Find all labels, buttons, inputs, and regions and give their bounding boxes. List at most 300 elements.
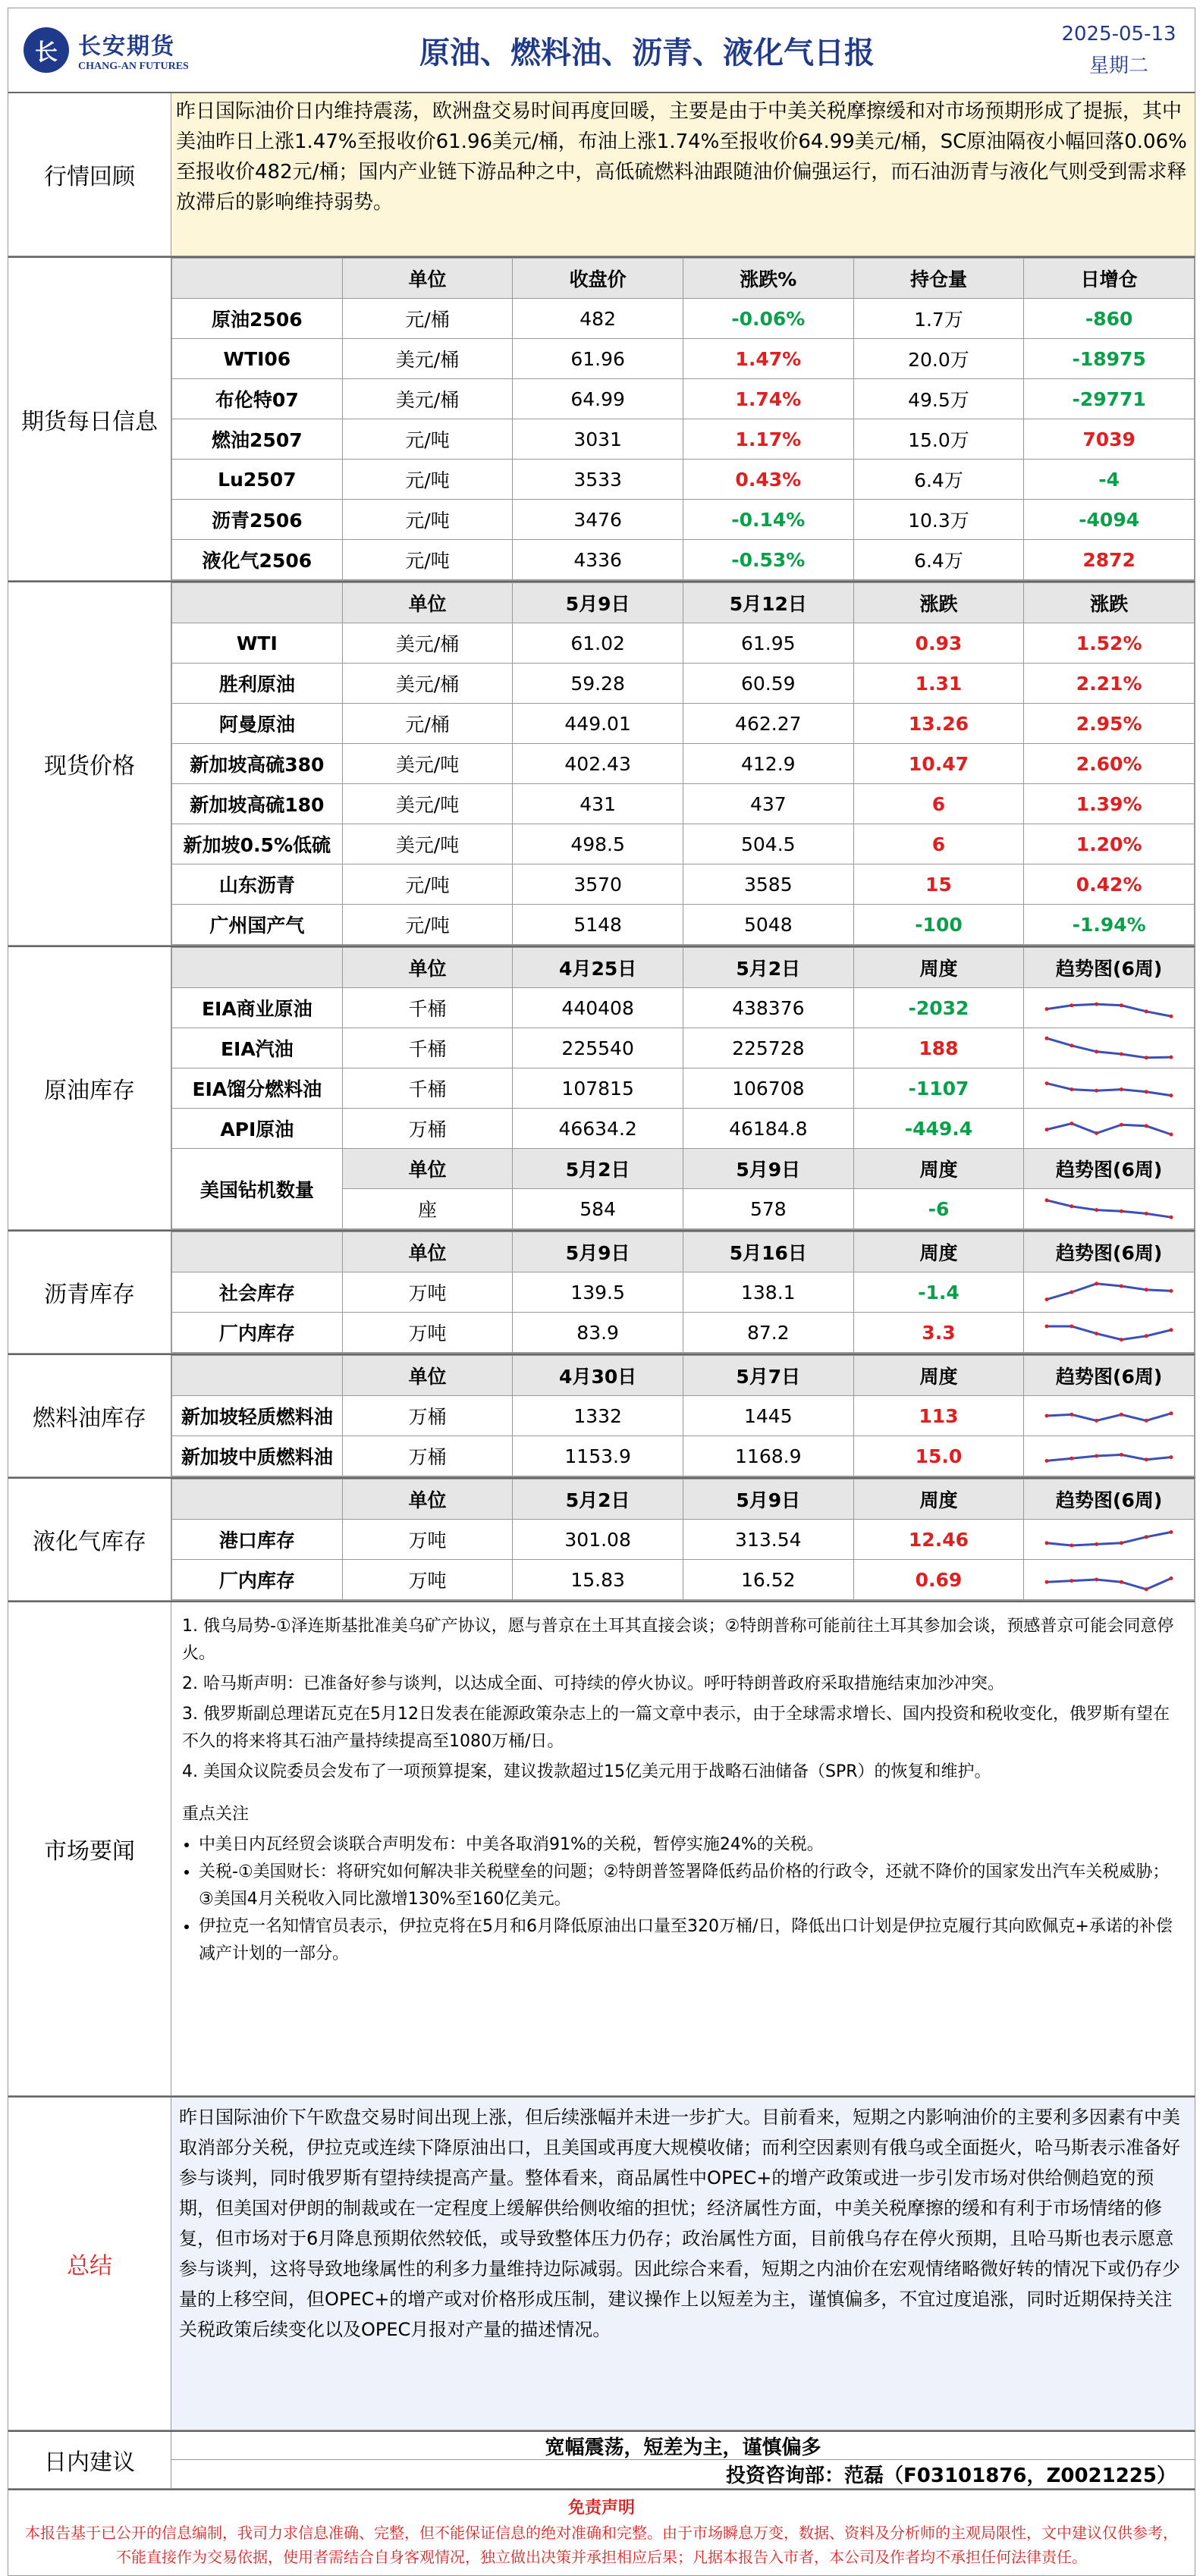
column-header (172, 948, 343, 988)
price-curr: 3585 (683, 864, 853, 905)
sparkline-point (1045, 1325, 1049, 1329)
column-header: 单位 (342, 948, 513, 988)
sparkline-point (1120, 1123, 1123, 1127)
table-row (172, 824, 1195, 864)
sparkline-point (1045, 1081, 1049, 1085)
sparkline-point (1145, 1124, 1148, 1128)
column-header: 美国钻机数量 (172, 1149, 343, 1229)
section-label: 行情回顾 (8, 93, 171, 256)
close-price: 482 (513, 299, 683, 339)
value-prev: 46634.2 (513, 1109, 683, 1149)
change-pct: 0.43% (683, 460, 853, 500)
column-header: 周度 (853, 948, 1024, 988)
product-name: 新加坡高硫180 (172, 784, 343, 824)
report-title: 原油、燃料油、沥青、液化气日报 (419, 35, 875, 71)
open-interest: 15.0万 (853, 419, 1024, 460)
contract-name: 沥青2506 (172, 500, 343, 540)
sparkline-line (1047, 1532, 1171, 1545)
sparkline-point (1170, 1056, 1173, 1059)
advice-section (8, 2430, 1195, 2489)
close-price: 3476 (513, 500, 683, 540)
table-row (172, 339, 1195, 379)
close-price: 3533 (513, 460, 683, 500)
change-pct: 1.17% (683, 419, 853, 460)
close-price: 4336 (513, 540, 683, 580)
sparkline-point (1070, 1003, 1073, 1007)
contract-name: WTI06 (172, 339, 343, 379)
sparkline-line (1047, 1004, 1171, 1016)
sparkline-point (1170, 1133, 1173, 1137)
section-label: 液化气库存 (8, 1479, 171, 1600)
change-pct: 2.95% (1024, 704, 1195, 744)
unit: 元/吨 (342, 905, 513, 945)
column-header (172, 583, 343, 623)
price-curr: 412.9 (683, 744, 853, 784)
product-name: 广州国产气 (172, 905, 343, 945)
table-row (172, 1520, 1195, 1560)
column-header: 5月9日 (683, 1479, 853, 1520)
value-curr: 1168.9 (683, 1436, 853, 1476)
change-pct: 1.39% (1024, 784, 1195, 824)
sparkline-point (1120, 1413, 1123, 1417)
change: 6 (853, 784, 1024, 824)
column-header: 5月16日 (683, 1232, 853, 1272)
company-name-cn: 长安期货 (78, 33, 175, 60)
contract-name: 原油2506 (172, 299, 343, 339)
weekly-change: 113 (853, 1396, 1024, 1436)
unit: 美元/桶 (342, 379, 513, 419)
lpg-inventory-table (171, 1479, 1195, 1600)
open-interest: 20.0万 (853, 339, 1024, 379)
report-weekday: 星期二 (1088, 55, 1148, 77)
column-header: 周度 (853, 1232, 1024, 1272)
column-header: 趋势图(6周) (1024, 1356, 1195, 1396)
spot-section (8, 581, 1195, 946)
sparkline-point (1170, 1093, 1173, 1097)
open-interest: 6.4万 (853, 540, 1024, 580)
sparkline-point (1120, 1338, 1123, 1341)
price-prev: 431 (513, 784, 683, 824)
table-row (172, 460, 1195, 500)
change: 1.31 (853, 664, 1024, 704)
column-header: 涨跌 (853, 583, 1024, 623)
price-prev: 498.5 (513, 824, 683, 864)
sparkline-line (1047, 1038, 1171, 1058)
column-header (172, 1232, 343, 1272)
table-row (172, 1313, 1195, 1353)
open-interest: 49.5万 (853, 379, 1024, 419)
sparkline-point (1045, 1459, 1049, 1463)
asphalt-inventory-table (171, 1232, 1195, 1353)
item-name: EIA馏分燃料油 (172, 1068, 343, 1109)
news-item: 2. 哈马斯声明：已准备好参与谈判，以达成全面、可持续的停火协议。呼吁特朗普政府采取措施结束加沙冲突。 (182, 1674, 1004, 1693)
column-header: 单位 (342, 259, 513, 299)
unit: 千桶 (342, 1028, 513, 1068)
value-prev: 301.08 (513, 1520, 683, 1560)
column-header: 周度 (853, 1479, 1024, 1520)
trend-chart (1024, 1109, 1195, 1149)
column-header: 5月2日 (513, 1149, 683, 1189)
change-pct: 1.47% (683, 339, 853, 379)
sparkline (1041, 1524, 1177, 1555)
price-prev: 61.02 (513, 623, 683, 664)
sparkline-point (1145, 1090, 1148, 1093)
sparkline-point (1120, 1053, 1123, 1056)
daily-oi-change: -29771 (1024, 379, 1195, 419)
contract-name: 燃油2507 (172, 419, 343, 460)
futures-table (171, 258, 1195, 580)
sparkline-point (1070, 1413, 1073, 1417)
column-header: 单位 (342, 1149, 513, 1189)
price-prev: 402.43 (513, 744, 683, 784)
value-prev: 225540 (513, 1028, 683, 1068)
weekly-change: -2032 (853, 988, 1024, 1028)
focus-item: • 伊拉克一名知情官员表示，伊拉克将在5月和6月降低原油出口量至320万桶/日，降低出口计划是伊拉克履行其向欧佩克+承诺的补偿减产计划的一部分。 (199, 1913, 1184, 1968)
column-header (172, 259, 343, 299)
section-label: 现货价格 (8, 582, 171, 945)
market-news-body (171, 1602, 1195, 2095)
unit: 美元/桶 (342, 339, 513, 379)
market-review-text: 昨日国际油价日内维持震荡，欧洲盘交易时间再度回暖，主要是由于中美关税摩擦缓和对市场预期形成了提振，其中美油昨日上涨1.47%至报收价61.96美元/桶，布油上涨1.74%至报收价64.99美元/桶，SC原油隔夜小幅回落0.06%至报收价482元/桶；国内产业链下游品种之中，高低硫燃料油跟随油价偏强运行，而石油沥青与液化气则受到需求释放滞后的影响维持弱势。 (171, 93, 1195, 256)
change: 15 (853, 864, 1024, 905)
close-price: 64.99 (513, 379, 683, 419)
product-name: 新加坡高硫380 (172, 744, 343, 784)
unit: 元/吨 (342, 419, 513, 460)
asphalt-inventory-section (8, 1230, 1195, 1354)
trend-chart (1024, 1028, 1195, 1068)
column-header: 周度 (853, 1356, 1024, 1396)
table-row (172, 540, 1195, 580)
change-pct: 0.42% (1024, 864, 1195, 905)
column-header: 4月25日 (513, 948, 683, 988)
weekly-change: -1.4 (853, 1272, 1024, 1313)
unit: 美元/吨 (342, 784, 513, 824)
change: 10.47 (853, 744, 1024, 784)
column-header: 涨跌 (1024, 583, 1195, 623)
column-header: 5月2日 (513, 1479, 683, 1520)
column-header: 5月9日 (513, 1232, 683, 1272)
column-header: 5月12日 (683, 583, 853, 623)
contract-name: 布伦特07 (172, 379, 343, 419)
value-curr: 106708 (683, 1068, 853, 1109)
column-header: 5月7日 (683, 1356, 853, 1396)
change-pct: -0.53% (683, 540, 853, 580)
company-logo (8, 27, 251, 73)
change-pct: -0.06% (683, 299, 853, 339)
sparkline-line (1047, 1084, 1171, 1096)
value-curr: 87.2 (683, 1313, 853, 1353)
value-prev: 83.9 (513, 1313, 683, 1353)
company-logo-icon: 长 (24, 27, 69, 73)
change-pct: -1.94% (1024, 905, 1195, 945)
sparkline-line (1047, 1454, 1171, 1461)
contract-name: 液化气2506 (172, 540, 343, 580)
advice-text: 宽幅震荡，短差为主，谨慎偏多 (171, 2432, 1195, 2460)
summary-text: 昨日国际油价下午欧盘交易时间出现上涨，但后续涨幅并未进一步扩大。目前看来，短期之内影响油价的主要利多因素有中美取消部分关税，伊拉克或连续下降原油出口，且美国或再度大规模收储；而利空因素则有俄乌或全面挺火，哈马斯表示准备好参与谈判，同时俄罗斯有望持续提高产量。整体看来，商品属性中OPEC+的增产政策或进一步引发市场对供给侧趋宽的预期，但美国对伊朗的制裁或在一定程度上缓解供给侧收缩的担忧；经济属性方面，中美关税摩擦的缓和有利于市场情绪的修复，但市场对于6月降息预期依然较低，或导致整体压力仍存；政治属性方面，目前俄乌存在停火预期，且哈马斯也表示愿意参与谈判，这将导致地缘属性的利多力量维持边际减弱。因此综合来看，短期之内油价在宏观情绪略微好转的情况下或仍存少量的上移空间，但OPEC+的增产或对价格形成压制，建议操作上以短差为主，谨慎偏多，不宜过度追涨，同时近期保持关注关税政策后续变化以及OPEC月报对产量的描述情况。 (171, 2098, 1195, 2430)
sparkline-point (1145, 1419, 1148, 1423)
table-row (172, 623, 1195, 664)
change-pct: 1.74% (683, 379, 853, 419)
sparkline-point (1070, 1043, 1073, 1047)
market-news-section (8, 1601, 1195, 2096)
table-header-row (172, 1232, 1195, 1272)
sparkline-point (1070, 1457, 1073, 1461)
sparkline (1041, 1113, 1177, 1144)
sparkline-point (1170, 1328, 1173, 1332)
daily-oi-change: -860 (1024, 299, 1195, 339)
unit: 万吨 (342, 1313, 513, 1353)
sparkline-point (1070, 1291, 1073, 1294)
price-curr: 462.27 (683, 704, 853, 744)
value-prev: 440408 (513, 988, 683, 1028)
sparkline-point (1095, 1542, 1098, 1546)
price-prev: 59.28 (513, 664, 683, 704)
report-date-box (1043, 18, 1195, 82)
sparkline-point (1045, 1414, 1049, 1418)
sparkline-line (1047, 1326, 1171, 1340)
table-header-row (172, 948, 1195, 988)
sparkline-point (1120, 1210, 1123, 1213)
trend-chart (1024, 1313, 1195, 1353)
sparkline (1041, 1317, 1177, 1348)
sparkline-point (1145, 1334, 1148, 1338)
sparkline-point (1045, 1541, 1049, 1545)
value-curr: 46184.8 (683, 1109, 853, 1149)
unit: 万桶 (342, 1396, 513, 1436)
unit: 千桶 (342, 1068, 513, 1109)
item-name: 新加坡轻质燃料油 (172, 1396, 343, 1436)
market-review-section (8, 92, 1195, 256)
section-label: 原油库存 (8, 947, 171, 1229)
change: 13.26 (853, 704, 1024, 744)
table-row (172, 1028, 1195, 1068)
table-row (172, 905, 1195, 945)
focus-item: • 关税-①美国财长：将研究如何解决非关税壁垒的问题；②特朗普签署降低药品价格的行政令，还就不降价的国家发出汽车关税威胁；③美国4月关税收入同比激增130%至160亿美元。 (199, 1859, 1184, 1913)
value-curr: 313.54 (683, 1520, 853, 1560)
table-row (172, 704, 1195, 744)
sparkline-point (1045, 1007, 1049, 1011)
sparkline-point (1120, 1453, 1123, 1457)
column-header: 单位 (342, 1479, 513, 1520)
daily-oi-change: 2872 (1024, 540, 1195, 580)
sparkline-point (1095, 1419, 1098, 1423)
lpg-inventory-section (8, 1477, 1195, 1601)
rig-header-row (172, 1149, 1195, 1189)
sparkline-line (1047, 1284, 1171, 1300)
change-pct: 1.20% (1024, 824, 1195, 864)
table-row (172, 1396, 1195, 1436)
focus-item: • 中美日内瓦经贸会谈联合声明发布：中美各取消91%的关税，暂停实施24%的关税。 (199, 1831, 1184, 1859)
column-header: 4月30日 (513, 1356, 683, 1396)
unit: 万桶 (342, 1109, 513, 1149)
sparkline-point (1045, 1297, 1049, 1301)
contract-name: Lu2507 (172, 460, 343, 500)
open-interest: 6.4万 (853, 460, 1024, 500)
sparkline-point (1145, 1535, 1148, 1539)
trend-chart (1024, 1272, 1195, 1313)
disclaimer-title: 免责声明 (567, 2499, 635, 2518)
weekly-change: -6 (853, 1189, 1024, 1229)
sparkline-point (1095, 1454, 1098, 1458)
sparkline-point (1170, 1530, 1173, 1534)
column-header: 收盘价 (513, 259, 683, 299)
item-name: EIA汽油 (172, 1028, 343, 1068)
unit: 美元/桶 (342, 664, 513, 704)
table-row (172, 1272, 1195, 1313)
daily-oi-change: -4 (1024, 460, 1195, 500)
report-header (8, 8, 1195, 92)
price-curr: 437 (683, 784, 853, 824)
column-header: 日增仓 (1024, 259, 1195, 299)
news-item: 4. 美国众议院委员会发布了一项预算提案，建议拨款超过15亿美元用于战略石油储备（SPR）的恢复和维护。 (182, 1762, 991, 1781)
weekly-change: 3.3 (853, 1313, 1024, 1353)
item-name: 新加坡中质燃料油 (172, 1436, 343, 1476)
unit: 美元/吨 (342, 744, 513, 784)
trend-chart (1024, 1068, 1195, 1109)
change: 0.93 (853, 623, 1024, 664)
item-name: 厂内库存 (172, 1560, 343, 1600)
section-label: 日内建议 (8, 2432, 171, 2488)
disclaimer-text: 本报告基于已公开的信息编制，我司力求信息准确、完整，但不能保证信息的绝对准确和完整。由于市场瞬息万变，数据、资料及分析师的主观局限性，文中建议仅供参考，不能直接作为交易依据，使用者需结合自身客观情况，独立做出决策并承担相应后果；凡据本报告入市者，本公司及作者均不承担任何法律责任。 (25, 2524, 1178, 2566)
analyst-info: 投资咨询部：范磊（F03101876，Z0021225） (726, 2464, 1176, 2487)
table-row (172, 664, 1195, 704)
unit: 元/桶 (342, 299, 513, 339)
value-prev: 1153.9 (513, 1436, 683, 1476)
price-curr: 5048 (683, 905, 853, 945)
weekly-change: -449.4 (853, 1109, 1024, 1149)
sparkline-point (1170, 1289, 1173, 1293)
product-name: WTI (172, 623, 343, 664)
section-label: 燃料油库存 (8, 1355, 171, 1476)
section-label: 期货每日信息 (8, 258, 171, 580)
table-header-row (172, 583, 1195, 623)
sparkline-point (1120, 1285, 1123, 1288)
sparkline-point (1170, 1411, 1173, 1415)
value-curr: 138.1 (683, 1272, 853, 1313)
value-prev: 107815 (513, 1068, 683, 1109)
news-item: 1. 俄乌局势-①泽连斯基批准美乌矿产协议，愿与普京在土耳其直接会谈；②特朗普称可能前往土耳其参加会谈，预感普京可能会同意停火。 (182, 1617, 1174, 1663)
trend-chart (1024, 1560, 1195, 1600)
trend-chart (1024, 988, 1195, 1028)
sparkline-point (1145, 1288, 1148, 1291)
report-page (8, 8, 1195, 2566)
product-name: 新加坡0.5%低硫 (172, 824, 343, 864)
unit: 元/吨 (342, 540, 513, 580)
trend-chart (1024, 1396, 1195, 1436)
sparkline-line (1047, 1124, 1171, 1134)
product-name: 阿曼原油 (172, 704, 343, 744)
table-row (172, 1068, 1195, 1109)
crude-inventory-section (8, 946, 1195, 1230)
unit: 千桶 (342, 988, 513, 1028)
table-row (172, 744, 1195, 784)
close-price: 3031 (513, 419, 683, 460)
column-header: 趋势图(6周) (1024, 1232, 1195, 1272)
sparkline-point (1070, 1579, 1073, 1583)
fuel-inventory-table (171, 1355, 1195, 1476)
trend-chart (1024, 1436, 1195, 1476)
item-name: EIA商业原油 (172, 988, 343, 1028)
fuel-inventory-section (8, 1354, 1195, 1477)
sparkline-point (1070, 1325, 1073, 1329)
spot-table (171, 582, 1195, 945)
item-name: API原油 (172, 1109, 343, 1149)
sparkline-point (1070, 1204, 1073, 1208)
weekly-change: -1107 (853, 1068, 1024, 1109)
sparkline-point (1095, 1282, 1098, 1285)
sparkline-point (1070, 1544, 1073, 1548)
table-row (172, 1560, 1195, 1600)
daily-oi-change: -18975 (1024, 339, 1195, 379)
unit: 万吨 (342, 1560, 513, 1600)
sparkline-point (1070, 1087, 1073, 1091)
value-prev: 1332 (513, 1396, 683, 1436)
table-row (172, 864, 1195, 905)
sparkline-point (1070, 1122, 1073, 1125)
column-header: 单位 (342, 1356, 513, 1396)
trend-chart (1024, 1189, 1195, 1229)
value-curr: 438376 (683, 988, 853, 1028)
sparkline (1041, 1441, 1177, 1471)
sparkline (1041, 1073, 1177, 1103)
sparkline (1041, 1033, 1177, 1063)
unit: 美元/吨 (342, 824, 513, 864)
sparkline-point (1170, 1577, 1173, 1580)
unit: 元/桶 (342, 704, 513, 744)
change-pct: 2.21% (1024, 664, 1195, 704)
sparkline (1041, 1401, 1177, 1431)
table-row (172, 419, 1195, 460)
weekly-change: 0.69 (853, 1560, 1024, 1600)
sparkline-point (1095, 1332, 1098, 1335)
disclaimer (8, 2489, 1195, 2576)
sparkline-point (1095, 1002, 1098, 1006)
sparkline-point (1145, 1056, 1148, 1059)
sparkline-point (1120, 1541, 1123, 1545)
sparkline (1041, 1194, 1177, 1224)
column-header: 趋势图(6周) (1024, 1479, 1195, 1520)
price-prev: 449.01 (513, 704, 683, 744)
close-price: 61.96 (513, 339, 683, 379)
value-curr: 578 (683, 1189, 853, 1229)
value-curr: 16.52 (683, 1560, 853, 1600)
item-name: 社会库存 (172, 1272, 343, 1313)
trend-chart (1024, 1520, 1195, 1560)
sparkline-line (1047, 1414, 1171, 1421)
daily-oi-change: 7039 (1024, 419, 1195, 460)
daily-oi-change: -4094 (1024, 500, 1195, 540)
table-header-row (172, 259, 1195, 299)
sparkline-point (1145, 1212, 1148, 1216)
value-prev: 584 (513, 1189, 683, 1229)
open-interest: 10.3万 (853, 500, 1024, 540)
sparkline-point (1045, 1128, 1049, 1131)
column-header: 5月9日 (683, 1149, 853, 1189)
company-name-en: CHANG-AN FUTURES (78, 61, 189, 72)
sparkline-point (1095, 1050, 1098, 1053)
item-name: 厂内库存 (172, 1313, 343, 1353)
price-curr: 61.95 (683, 623, 853, 664)
sparkline-point (1120, 1087, 1123, 1091)
open-interest: 1.7万 (853, 299, 1024, 339)
sparkline (1041, 1277, 1177, 1307)
table-header-row (172, 1479, 1195, 1520)
table-row (172, 784, 1195, 824)
section-label: 市场要闻 (8, 1602, 171, 2095)
column-header: 涨跌% (683, 259, 853, 299)
weekly-change: 15.0 (853, 1436, 1024, 1476)
item-name: 港口库存 (172, 1520, 343, 1560)
